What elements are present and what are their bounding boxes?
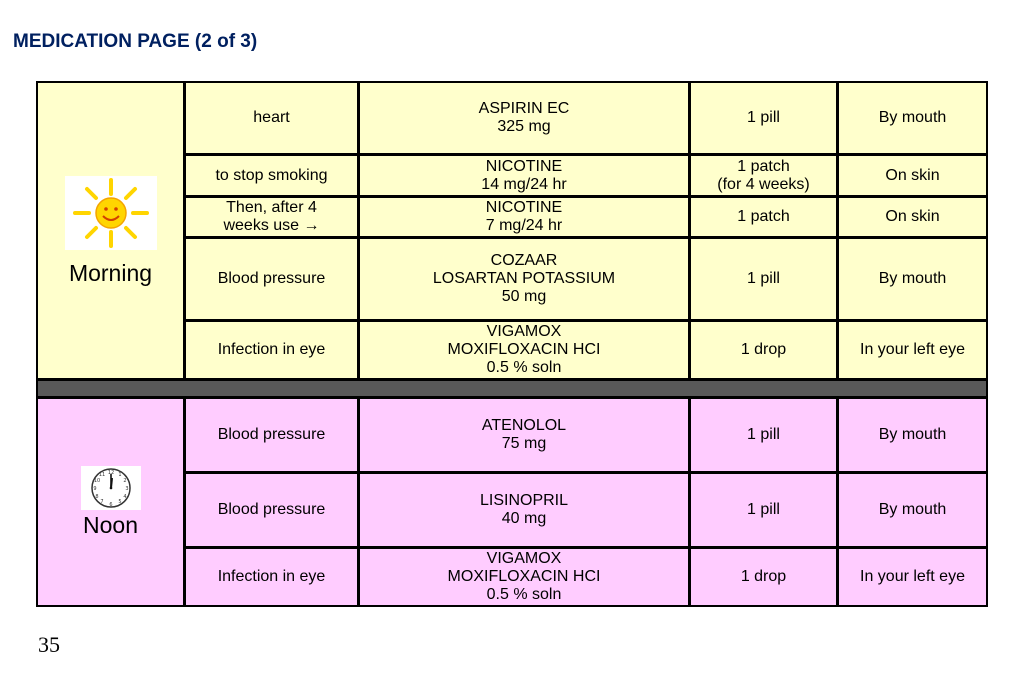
- medication-name: NICOTINE: [485, 157, 563, 175]
- medication-dose: 325 mg: [497, 118, 551, 135]
- medication-name: ASPIRIN EC: [478, 100, 570, 117]
- medication-dose: 75 mg: [501, 435, 547, 452]
- medication-name: LISINOPRIL: [479, 492, 569, 509]
- morning-row-4-route: By mouth: [839, 239, 986, 319]
- morning-row-1-amount: 1 pill: [691, 83, 836, 153]
- morning-row-4-medication: [360, 239, 688, 319]
- morning-row-5-route: In your left eye: [839, 322, 986, 378]
- morning-row-5-amount: 1 drop: [691, 322, 836, 378]
- noon-row-1-reason: Blood pressure: [186, 399, 357, 471]
- morning-row-1-medication: [360, 83, 688, 153]
- morning-row-3-medication: [360, 198, 688, 236]
- noon-row-1-route: By mouth: [839, 399, 986, 471]
- svg-text:5: 5: [117, 499, 122, 505]
- medication-name: VIGAMOX: [486, 550, 562, 567]
- medication-name: COZAAR: [490, 252, 558, 269]
- svg-text:6: 6: [108, 502, 113, 508]
- morning-row-4-reason: Blood pressure: [186, 239, 357, 319]
- medication-dose: 0.5 % soln: [486, 359, 562, 376]
- medication-table: [36, 81, 988, 607]
- reason-line-1: Then, after 4: [226, 199, 317, 216]
- noon-row-2-medication: [360, 474, 688, 546]
- noon-row-1-medication: [360, 399, 688, 471]
- page-title: MEDICATION PAGE (2 of 3): [13, 31, 258, 52]
- amount-value: 1 patch: [737, 157, 790, 175]
- noon-row-3-medication: [360, 549, 688, 605]
- noon-label: Noon: [83, 512, 138, 538]
- morning-row-4-amount: 1 pill: [691, 239, 836, 319]
- morning-row-3-reason: [186, 198, 357, 236]
- medication-dose: 40 mg: [501, 510, 547, 527]
- page-number: 35: [38, 632, 60, 657]
- morning-row-1-reason: heart: [186, 83, 357, 153]
- morning-row-1-route: By mouth: [839, 83, 986, 153]
- noon-row-2-route: By mouth: [839, 474, 986, 546]
- svg-text:2: 2: [122, 478, 127, 484]
- clock-icon: [81, 466, 141, 510]
- svg-text:3: 3: [124, 486, 129, 492]
- noon-row-3-amount: 1 drop: [691, 549, 836, 605]
- morning-label: Morning: [68, 259, 153, 286]
- noon-row-3-reason: Infection in eye: [186, 549, 357, 605]
- medication-dose: 0.5 % soln: [486, 586, 562, 603]
- svg-text:8: 8: [94, 494, 99, 500]
- morning-row-2-medication: [360, 156, 688, 195]
- noon-row-3-route: In your left eye: [839, 549, 986, 605]
- noon-row-1-amount: 1 pill: [691, 399, 836, 471]
- amount-note: (for 4 weeks): [717, 175, 810, 193]
- sun-icon: [65, 176, 157, 250]
- svg-text:4: 4: [122, 494, 127, 500]
- medication-name: VIGAMOX: [486, 323, 562, 340]
- morning-row-2-amount: [691, 156, 836, 195]
- medication-generic: MOXIFLOXACIN HCI: [447, 341, 601, 358]
- morning-time-cell: [38, 83, 183, 378]
- medication-dose: 50 mg: [501, 288, 547, 305]
- medication-generic: MOXIFLOXACIN HCI: [447, 568, 601, 585]
- svg-text:11: 11: [98, 472, 105, 478]
- morning-row-3-route: On skin: [839, 198, 986, 236]
- medication-name: ATENOLOL: [481, 417, 567, 434]
- noon-row-2-reason: Blood pressure: [186, 474, 357, 546]
- svg-text:12: 12: [107, 470, 114, 476]
- medication-name: NICOTINE: [485, 199, 563, 216]
- noon-time-cell: [38, 399, 183, 605]
- svg-text:1: 1: [117, 472, 122, 478]
- svg-text:9: 9: [92, 486, 97, 492]
- medication-generic: LOSARTAN POTASSIUM: [432, 270, 616, 287]
- morning-row-2-reason: to stop smoking: [186, 156, 357, 195]
- reason-line-2: weeks use →: [223, 217, 320, 234]
- morning-row-3-amount: 1 patch: [691, 198, 836, 236]
- morning-row-2-route: On skin: [839, 156, 986, 195]
- section-separator: [38, 381, 986, 396]
- svg-text:10: 10: [93, 478, 100, 484]
- noon-row-2-amount: 1 pill: [691, 474, 836, 546]
- svg-text:7: 7: [99, 499, 104, 505]
- morning-row-5-reason: Infection in eye: [186, 322, 357, 378]
- morning-row-5-medication: [360, 322, 688, 378]
- medication-dose: 7 mg/24 hr: [485, 217, 563, 234]
- medication-dose: 14 mg/24 hr: [481, 175, 567, 193]
